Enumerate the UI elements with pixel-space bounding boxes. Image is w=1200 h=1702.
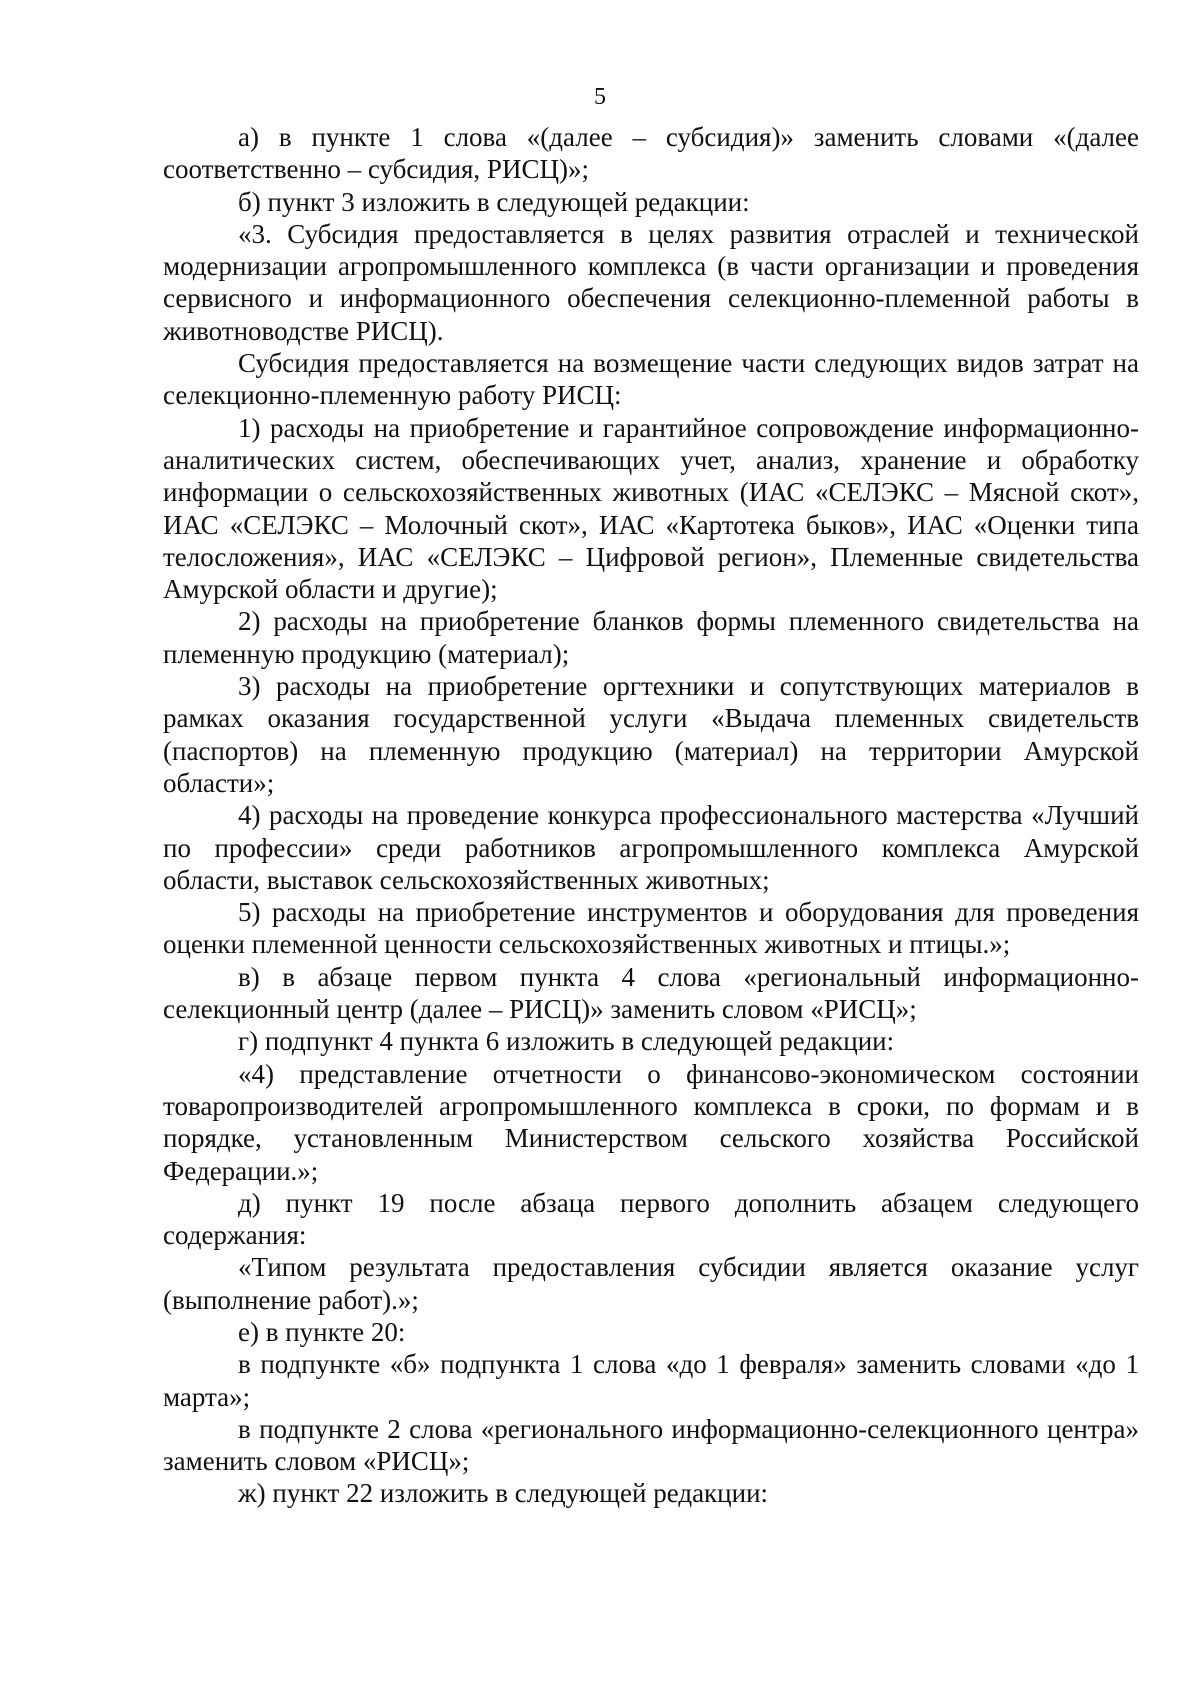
paragraph-e-subpoint-1: в подпункте «б» подпункта 1 слова «до 1 февраля» заменить словами «до 1 марта»; — [163, 1349, 1139, 1412]
paragraph-subsidy-costs: Субсидия предоставляется на возмещение части следующих видов затрат на селекционно-племенную работу РИСЦ: — [163, 348, 1139, 411]
paragraph-zh: ж) пункт 22 изложить в следующей редакции: — [238, 1478, 769, 1509]
paragraph-item-3: 3) расходы на приобретение оргтехники и сопутствующих материалов в рамках оказания государственной услуги «Выдача племенных свидетельств (паспортов) на племенную продукцию (материал) на территории Амурской области»; — [163, 671, 1139, 798]
paragraph-a: а) в пункте 1 слова «(далее – субсидия)» заменить словами «(далее соответственно – субсидия, РИСЦ)»; — [163, 122, 1139, 185]
paragraph-e-subpoint-2: в подпункте 2 слова «регионального информационно-селекционного центра» заменить словом «РИСЦ»; — [163, 1413, 1139, 1477]
paragraph-point-3: «3. Субсидия предоставляется в целях развития отраслей и технической модернизации агропромышленного комплекса (в части организации и проведения сервисного и информационного обеспечения селекционно-племенной работы в животноводстве РИСЦ). — [163, 218, 1139, 346]
document-body — [163, 121, 1139, 1510]
paragraph-b: б) пункт 3 изложить в следующей редакции: — [238, 186, 750, 217]
page-number: 5 — [594, 84, 606, 110]
paragraph-result-type: «Типом результата предоставления субсидии является оказание услуг (выполнение работ).»; — [163, 1252, 1139, 1315]
paragraph-item-2: 2) расходы на приобретение бланков формы племенного свидетельства на племенную продукцию (материал); — [163, 606, 1139, 669]
paragraph-v: в) в абзаце первом пункта 4 слова «региональный информационно-селекционный центр (далее – РИСЦ)» заменить словом «РИСЦ»; — [163, 961, 1139, 1025]
paragraph-item-5: 5) расходы на приобретение инструментов и оборудования для проведения оценки племенной ценности сельскохозяйственных животных и птицы.»; — [163, 897, 1139, 960]
paragraph-d: д) пункт 19 после абзаца первого дополнить абзацем следующего содержания: — [163, 1187, 1139, 1251]
paragraph-item-4: 4) расходы на проведение конкурса профессионального мастерства «Лучший по профессии» среди работников агропромышленного комплекса Амурской области, выставок сельскохозяйственных животных; — [163, 800, 1139, 895]
paragraph-e: е) в пункте 20: — [238, 1316, 406, 1347]
paragraph-subpoint-4: «4) представление отчетности о финансово-экономическом состоянии товаропроизводителей агропромышленного комплекса в сроки, по формам и в порядке, установленным Министерством сельского хозяйства Российской Федерации.»; — [163, 1058, 1139, 1186]
paragraph-item-1: 1) расходы на приобретение и гарантийное сопровождение информационно-аналитических систем, обеспечивающих учет, анализ, хранение и обработку информации о сельскохозяйственных животных (ИАС «СЕЛЭКС – Мясной скот», ИАС «СЕЛЭКС – Молочный скот», ИАС «Картотека быков», ИАС «Оценки типа телосложения», ИАС «СЕЛЭКС – Цифровой регион», Племенные свидетельства Амурской области и другие); — [163, 412, 1139, 605]
paragraph-g: г) подпункт 4 пункта 6 изложить в следующей редакции: — [238, 1026, 895, 1057]
